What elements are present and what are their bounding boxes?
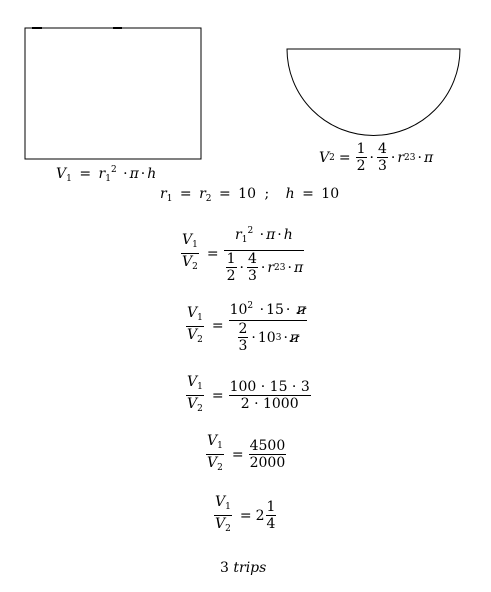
hemisphere-volume-formula: V 2 = $\frac{1}{2}$ · $\frac{4}{3}$ · r 2 3 · π [319, 141, 434, 174]
ratio-step-substituted: $\frac{V_1}{V_2}$ = $10^2 \cdot 15 \cdot \pi$ $\frac{2}{3}$ · 10 3 · π [187, 301, 306, 354]
one-half-fraction: $\frac{1}{2}$ [356, 141, 366, 174]
ratio-step-numeric: $\frac{V_1}{V_2}$ = $\frac{100 \cdot 15 \cdot 3}{2 \cdot 1000}$ [187, 374, 310, 414]
cancelled-pi-denominator: π [289, 329, 300, 346]
hemisphere-shape [287, 49, 460, 135]
four-thirds-fraction: $\frac{4}{3}$ [377, 141, 387, 174]
final-answer: 3 trips [220, 560, 267, 576]
ratio-step-symbolic: $\frac{V_1}{V_2}$ = $r_1^2 \cdot \pi \cdot h$ $\frac{1}{2}$ · $\frac{4}{3}$ · r 2 3 · π [182, 226, 304, 284]
cylinder-volume-formula: $V_1 = r_1^2 \cdot \pi \cdot h$ [56, 165, 157, 184]
cancelled-pi-numerator: π [296, 302, 306, 318]
ratio-step-result: $\frac{V_1}{V_2}$ = 2 $\frac{1}{4}$ [215, 494, 276, 534]
cylinder-rectangle [25, 28, 201, 159]
ratio-lhs: $\frac{V_1}{V_2}$ [182, 232, 198, 272]
given-values: $r_1 = r_2 = 10$ ; h = 10 [160, 186, 340, 204]
ratio-step-product: $\frac{V_1}{V_2}$ = $\frac{4500}{2000}$ [207, 433, 286, 473]
ratio-rhs: $r_1^2 \cdot \pi \cdot h$ $\frac{1}{2}$ · $\frac{4}{3}$ · r 2 3 · π [224, 224, 305, 283]
